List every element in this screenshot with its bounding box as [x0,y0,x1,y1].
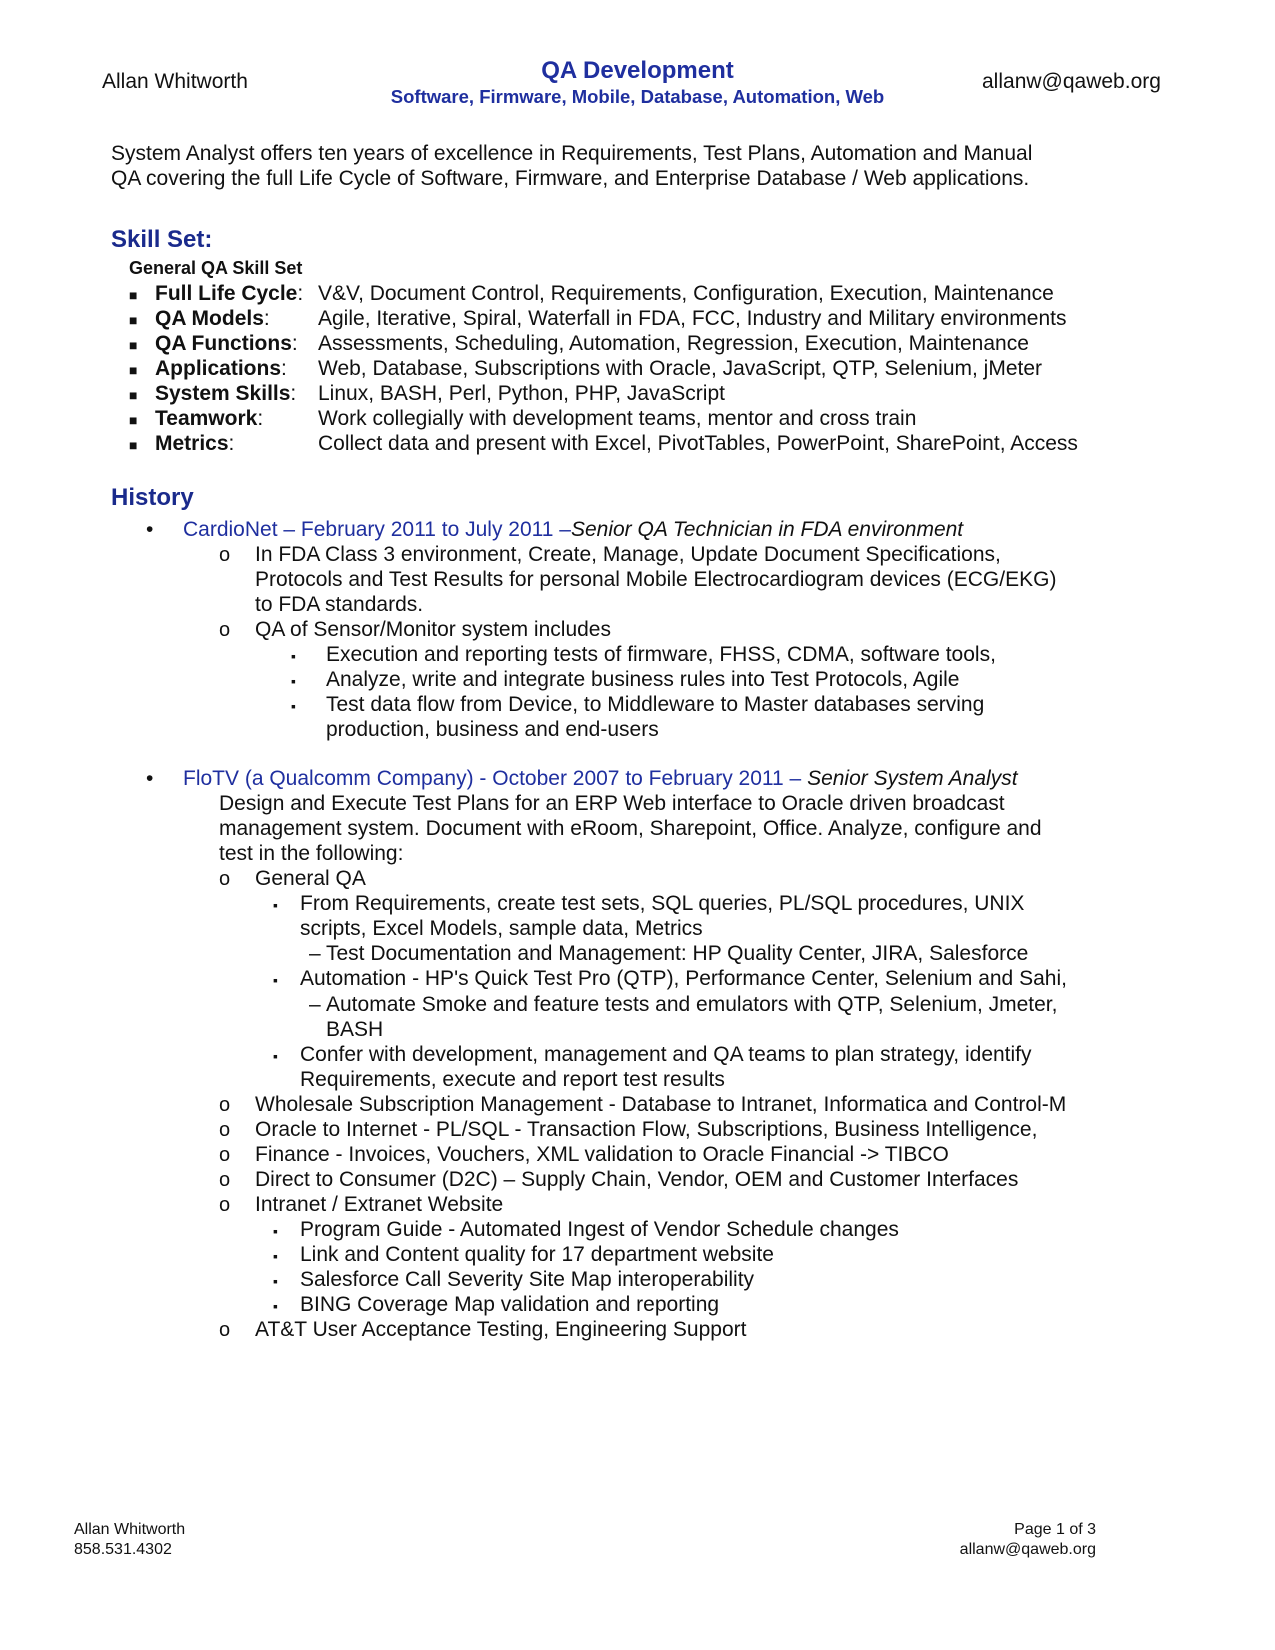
job1-detail-line: Protocols and Test Results for personal Mobile Electrocardiogram devices (ECG/EKG) [255,568,1057,591]
square-bullet-icon: ▪ [273,897,278,913]
job2-web-item: Program Guide - Automated Ingest of Vendor Schedule changes [300,1218,899,1241]
header-name: Allan Whitworth [102,70,248,93]
square-bullet-icon: ▪ [273,1298,278,1314]
skill-item [129,431,137,458]
job1-sub-item: Test data flow from Device, to Middleware to Master databases serving [326,693,985,716]
job2-desc-line: test in the following: [219,842,404,865]
skill-item [129,306,137,333]
job2-gqa-line: Test Documentation and Management: HP Quality Center, JIRA, Salesforce [326,942,1029,965]
history-heading: History [111,484,194,511]
job1-title [183,517,963,543]
circle-bullet-icon: o [219,1144,231,1166]
job2-role: Senior System Analyst [807,767,1018,790]
job2-company: FloTV (a Qualcomm Company) - October 2007 to February 2011 – [183,767,802,790]
circle-bullet-icon: o [219,544,231,566]
job1-detail-line: In FDA Class 3 environment, Create, Manage, Update Document Specifications, [255,543,1001,566]
skill-item [129,281,137,308]
skills-heading: Skill Set: [111,226,213,253]
square-bullet-icon: ▪ [273,1223,278,1239]
circle-bullet-icon: o [219,868,231,890]
resume-title: QA Development [541,57,734,84]
skill-value: Assessments, Scheduling, Automation, Regression, Execution, Maintenance [318,332,1029,355]
job2-desc-line: Design and Execute Test Plans for an ERP Web interface to Oracle driven broadcast [219,792,1005,815]
job2-other-item: Oracle to Internet - PL/SQL - Transaction Flow, Subscriptions, Business Intelligence, [255,1118,1038,1141]
resume-subtitle: Software, Firmware, Mobile, Database, Automation, Web [390,86,885,107]
job1-sub-item: Execution and reporting tests of firmware, FHSS, CDMA, software tools, [326,643,996,666]
job1-detail-line: to FDA standards. [255,593,424,616]
square-bullet-icon: ▪ [273,972,278,988]
job1-detail-line: QA of Sensor/Monitor system includes [255,618,611,641]
skill-label: Teamwork: [155,407,264,430]
circle-bullet-icon: o [219,1319,231,1341]
job2-title [183,766,1018,792]
job2-gqa-line: BASH [326,1018,384,1041]
job2-other-item: Direct to Consumer (D2C) – Supply Chain, Vendor, OEM and Customer Interfaces [255,1168,1019,1191]
square-bullet-icon: ▪ [273,1048,278,1064]
square-bullet-icon: ▪ [291,673,296,689]
job1-company: CardioNet – February 2011 to July 2011 – [183,518,571,541]
job1-sub-item: Analyze, write and integrate business rules into Test Protocols, Agile [326,668,960,691]
round-bullet-icon: • [146,518,154,541]
skill-item [129,381,137,408]
square-bullet-icon: ▪ [291,648,296,664]
skills-subheading: General QA Skill Set [129,258,303,278]
job2-general-qa: General QA [255,867,366,890]
skill-value: Collect data and present with Excel, PivotTables, PowerPoint, SharePoint, Access [318,432,1078,455]
square-bullet-icon: ■ [129,412,138,428]
skill-item [129,356,137,383]
skill-value: Agile, Iterative, Spiral, Waterfall in FDA, FCC, Industry and Military environments [318,307,1067,330]
job2-gqa-line: Requirements, execute and report test results [300,1068,725,1091]
square-bullet-icon: ■ [129,362,138,378]
circle-bullet-icon: o [219,1094,231,1116]
header-email: allanw@qaweb.org [982,70,1161,93]
summary-line-2: QA covering the full Life Cycle of Software, Firmware, and Enterprise Database / Web applications. [111,167,1030,190]
circle-bullet-icon: o [219,1194,231,1216]
skill-label: Full Life Cycle: [155,282,304,305]
skill-value: Work collegially with development teams, mentor and cross train [318,407,917,430]
skill-value: Linux, BASH, Perl, Python, PHP, JavaScript [318,382,725,405]
job2-web-item: Salesforce Call Severity Site Map interoperability [300,1268,755,1291]
dash-bullet-icon: – [309,942,321,965]
footer-phone: 858.531.4302 [74,1541,172,1558]
job2-gqa-line: From Requirements, create test sets, SQL queries, PL/SQL procedures, UNIX [300,892,1025,915]
square-bullet-icon: ■ [129,387,138,403]
footer-page-number: Page 1 of 3 [1014,1521,1096,1538]
skill-label: QA Functions: [155,332,298,355]
skill-value: V&V, Document Control, Requirements, Configuration, Execution, Maintenance [318,282,1054,305]
circle-bullet-icon: o [219,619,231,641]
skill-label: Metrics: [155,432,235,455]
footer-name: Allan Whitworth [74,1521,186,1538]
job1-role: Senior QA Technician in FDA environment [570,518,964,541]
circle-bullet-icon: o [219,1119,231,1141]
square-bullet-icon: ■ [129,437,138,453]
round-bullet-icon: • [146,767,154,790]
job2-desc-line: management system. Document with eRoom, Sharepoint, Office. Analyze, configure and [219,817,1042,840]
skill-item [129,406,137,433]
job2-web-item: BING Coverage Map validation and reporting [300,1293,720,1316]
job1-sub-item: production, business and end-users [326,718,659,741]
skill-label: QA Models: [155,307,270,330]
dash-bullet-icon: – [309,993,321,1016]
skill-label: Applications: [155,357,287,380]
job2-gqa-line: Automation - HP's Quick Test Pro (QTP), Performance Center, Selenium and Sahi, [300,967,1067,990]
job2-gqa-line: Automate Smoke and feature tests and emulators with QTP, Selenium, Jmeter, [326,993,1058,1016]
job2-web-item: Link and Content quality for 17 department website [300,1243,774,1266]
square-bullet-icon: ▪ [291,698,296,714]
job2-other-item: Wholesale Subscription Management - Database to Intranet, Informatica and Control-M [255,1093,1067,1116]
job2-gqa-line: scripts, Excel Models, sample data, Metrics [300,917,703,940]
footer-email: allanw@qaweb.org [959,1541,1096,1558]
summary-line-1: System Analyst offers ten years of excellence in Requirements, Test Plans, Automation and Manual [111,142,1033,165]
job2-other-item: Intranet / Extranet Website [255,1193,504,1216]
square-bullet-icon: ■ [129,287,138,303]
square-bullet-icon: ■ [129,337,138,353]
circle-bullet-icon: o [219,1169,231,1191]
skill-item [129,331,137,358]
square-bullet-icon: ■ [129,312,138,328]
job2-gqa-line: Confer with development, management and QA teams to plan strategy, identify [300,1043,1032,1066]
skill-value: Web, Database, Subscriptions with Oracle, JavaScript, QTP, Selenium, jMeter [318,357,1043,380]
square-bullet-icon: ▪ [273,1248,278,1264]
job2-other-item: Finance - Invoices, Vouchers, XML validation to Oracle Financial -> TIBCO [255,1143,949,1166]
skill-label: System Skills: [155,382,297,405]
job2-last-item: AT&T User Acceptance Testing, Engineering Support [255,1318,747,1341]
square-bullet-icon: ▪ [273,1273,278,1289]
